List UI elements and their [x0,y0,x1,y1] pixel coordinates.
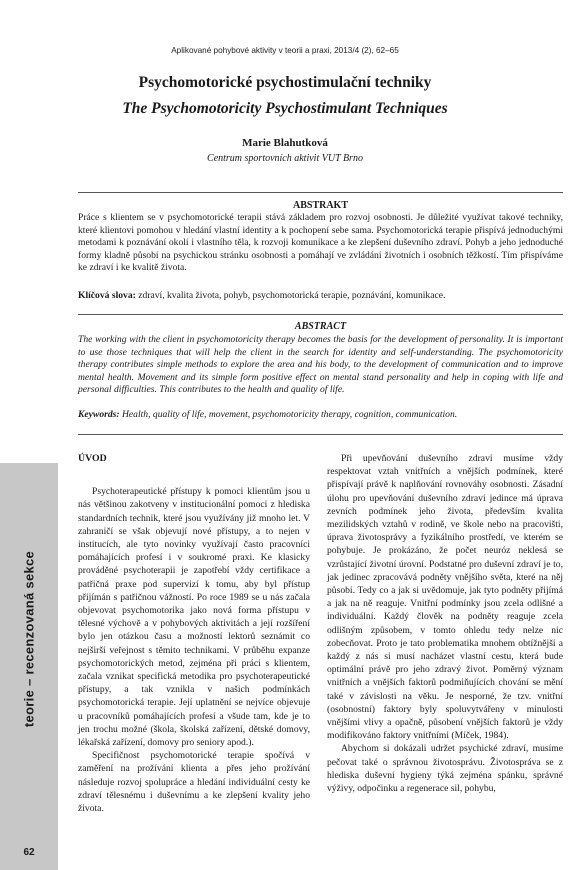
keywords-en-values: Health, quality of life, movement, psychomotoricity therapy, cognition, communication. [121,409,458,420]
body-paragraph: Při upevňování duševního zdraví musíme vždy respektovat vztah vnitřních a vnějších podmínek, které přispívají právě k naplňování rovnováhy osobnosti. Zásadní úlohu pro upevňování duševního zdraví jedince má úprava zevních podmínek jeho života, především kvalita mezilidských vztahů v rodině, ve škole nebo na pracovišti, úprava životosprávy a fyzikálního prostředí, ve kterém se pohybuje. Je prokázáno, že počet neuróz neklesá se vzrůstající životní úrovní. Podstatné pro duševní zdraví je to, jak jedinec zpracovává podněty vnějšího světa, které na něj působí. Tedy co a jak si uvědomuje, jak tyto podněty přijímá a jak na ně reaguje. Vnitřní podmínky jsou zcela odlišné a individuální. Každý člověk na podněty reaguje zcela odlišným způsobem, v tomto ohledu tedy nelze nic zobecňovat. Proto je tato problematika mnohem obtížnější a každý z nás si musí nacházet vlastní cestu, která bude optimální právě pro jeho zdravý život. Poměrný význam vnitřních a vnějších faktorů podmiňujících chování se mění také v závislosti na věku. Je nesporné, že tzv. vnitřní (osobnostní) faktory byly spoluvytvářeny v minulosti vnějšími vlivy a opačně, působení vnějších faktorů je vždy modifikováno faktory vnitřními (Míček, 1984). [327,453,563,742]
section-side-tab-label: teorie – recenzovaná sekce [21,550,37,728]
abstract-cz-text: Práce s klientem se v psychomotorické terapii stává základem pro rozvoj osobnosti. Je důležité využívat takové techniky, které klientovi pomohou v hledání vlastní identity a k pochopení sebe sama. Psychomotorická terapie přispívá jednoduchými metodami k poznávání okolí i vlastního těla, k rozvoji komunikace a ke zlepšení duševního zdraví. Pohyb a jeho jednoduché formy kladně působí na psychickou stránku osobnosti a pomáhají ve zvládání životních i osobních těžkostí. Tím přispíváme ke zdraví i ke kvalitě života. [78,212,563,274]
keywords-cz-values: zdraví, kvalita života, pohyb, psychomotorická terapie, poznávání, komunikace. [138,290,446,301]
author-name: Marie Blahutková [242,137,328,149]
body-paragraph: Specifičnost psychomotorické terapie spočívá v zaměření na prožívání klienta a přes jeho prožívání následuje rozvoj spolupráce a hledání individuální cesty ke zdraví tělesnému i duševnímu a ke zlepšení kvality jeho života. [78,750,310,815]
body-left-column [78,452,310,815]
abstract-cz-heading: ABSTRAKT [292,200,348,211]
abstract-top-divider [78,192,563,193]
article-title-czech: Psychomotorické psychostimulační techniky [138,74,432,91]
abstract-en-heading: ABSTRACT [294,321,347,332]
author-affiliation: Centrum sportovních aktivit VUT Brno [207,153,363,164]
running-header: Aplikované pohybové aktivity v teorii a praxi, 2013/4 (2), 62–65 [171,46,399,55]
abstract-middle-divider [78,314,563,315]
keywords-cz [78,290,563,303]
body-paragraph: Psychoterapeutické přístupy k pomoci klientům jsou u nás většinou zakotveny v institucionální pomoci z hlediska standardních technik, které jsou využívány již mnoho let. V zahraničí se však objevují nové přístupy, a to nejen v institucích, ale tyto novinky využívají často pracovníci pomáhajících profesí i v soukromé praxi. Ke klasicky prováděné psychoterapii je zapotřebí vždy certifikace a patřičná praxe pod supervizí k tomu, aby byl přístup přijímán s patřičnou vážností. Po roce 1989 se u nás začala objevovat psychomotorika jako nová forma přístupu v tělesné výchově a v pohybových aktivitách a její rozšíření bylo jen otázkou času a možností lektorů seznámit co nejširší veřejnost s těmito technikami. V průběhu expanze psychomotorických metod, zejména při práci s klientem, začala vznikat specifická metodika pro psychoterapeutické přístupy, a tak vznikla v našich podmínkách psychomotorická terapie. Její uplatnění se nejvíce objevuje u pracovníků pomáhajících profesí a všude tam, kde je to jen trochu možné (škola, školská zařízení, dětské domovy, lékařská zařízení, domovy pro seniory apod.). [78,486,310,749]
section-heading-uvod: ÚVOD [78,453,107,464]
abstract-en-text: The working with the client in psychomotoricity therapy becomes the basis for the development of personality. It is important to use those techniques that will help the client in the search for identity and self-understanding. The psychomotoricity therapy contributes simple methods to explore the area and his body, to the development of communication and to improve mental health. Movement and its simple form positive effect on mental stand personality and help in coping with life and personal difficulties. This contributes to the health and quality of life. [78,334,563,396]
body-right-column [327,452,563,795]
page-number: 62 [23,847,35,858]
article-title-english: The Psychomotoricity Psychostimulant Techniques [122,100,448,117]
keywords-en-label: Keywords: [78,409,120,420]
keywords-en [78,409,563,422]
abstract-bottom-divider [78,434,563,435]
keywords-cz-label: Klíčová slova: [78,290,136,301]
body-paragraph: Abychom si dokázali udržet psychické zdraví, musíme pečovat také o správnou životosprávu. Životospráva se z hlediska duševní hygieny týká zejména spánku, správné výživy, odpočinku a regenerace sil, pohybu, [327,743,563,795]
